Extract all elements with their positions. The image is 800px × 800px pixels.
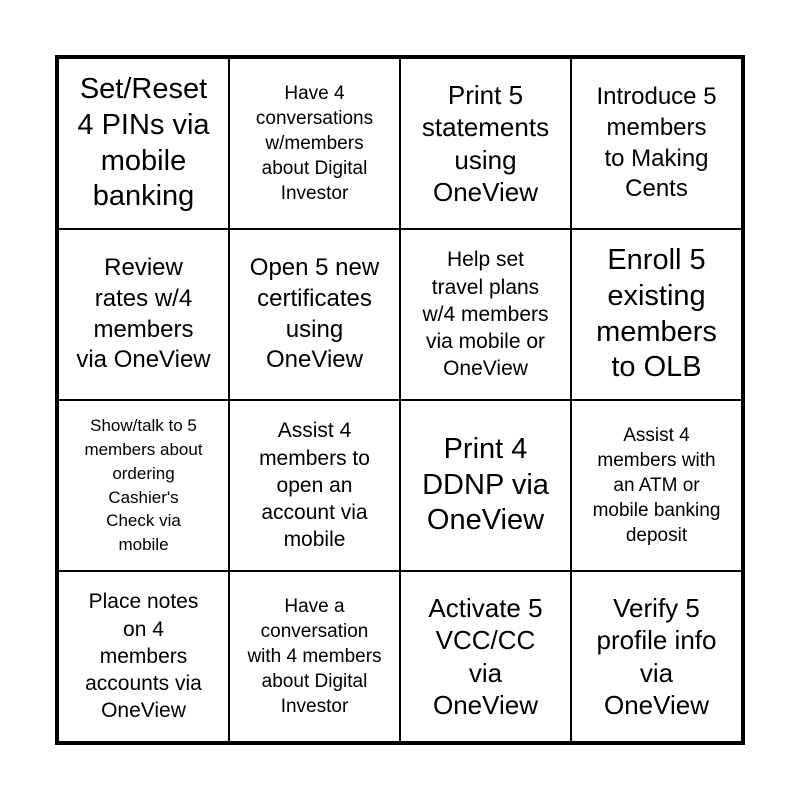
cell-text: Verify 5 profile info via OneView [596,592,717,720]
cell-text: Open 5 new certificates using OneView [249,254,380,374]
cell-text: Assist 4 members to open an account via mobile [259,419,370,552]
cell-text: Review rates w/4 members via OneView [76,254,211,374]
cell-text: Introduce 5 members to Making Cents [596,83,717,203]
bingo-cell[interactable] [229,58,400,229]
bingo-cell[interactable] [229,400,400,571]
cell-text: Place notes on 4 members accounts via OneView [85,590,202,723]
bingo-cell[interactable] [58,58,229,229]
bingo-cell[interactable] [400,229,571,400]
cell-text: Print 4 DDNP via OneView [422,433,549,537]
cell-text: Set/Reset 4 PINs via mobile banking [77,73,210,213]
bingo-cell[interactable] [58,229,229,400]
cell-text: Help set travel plans w/4 members via mobile or OneView [422,248,549,381]
cell-text: Assist 4 members with an ATM or mobile banking deposit [592,424,721,547]
cell-text: Enroll 5 existing members to OLB [596,244,717,384]
cell-text: Activate 5 VCC/CC via OneView [428,592,543,720]
bingo-cell[interactable] [229,229,400,400]
bingo-cell[interactable] [58,571,229,742]
cell-text: Print 5 statements using OneView [421,79,550,207]
bingo-cell[interactable] [571,400,742,571]
bingo-cell[interactable] [400,400,571,571]
cell-text: Show/talk to 5 members about ordering Cashier's Check via mobile [84,416,203,555]
bingo-cell[interactable] [400,571,571,742]
bingo-cell[interactable] [400,58,571,229]
bingo-board [55,55,745,745]
bingo-cell[interactable] [58,400,229,571]
bingo-cell[interactable] [571,229,742,400]
bingo-cell[interactable] [229,571,400,742]
cell-text: Have a conversation with 4 members about Digital Investor [247,595,382,718]
bingo-cell[interactable] [571,571,742,742]
cell-text: Have 4 conversations w/members about Digital Investor [255,82,374,205]
bingo-cell[interactable] [571,58,742,229]
